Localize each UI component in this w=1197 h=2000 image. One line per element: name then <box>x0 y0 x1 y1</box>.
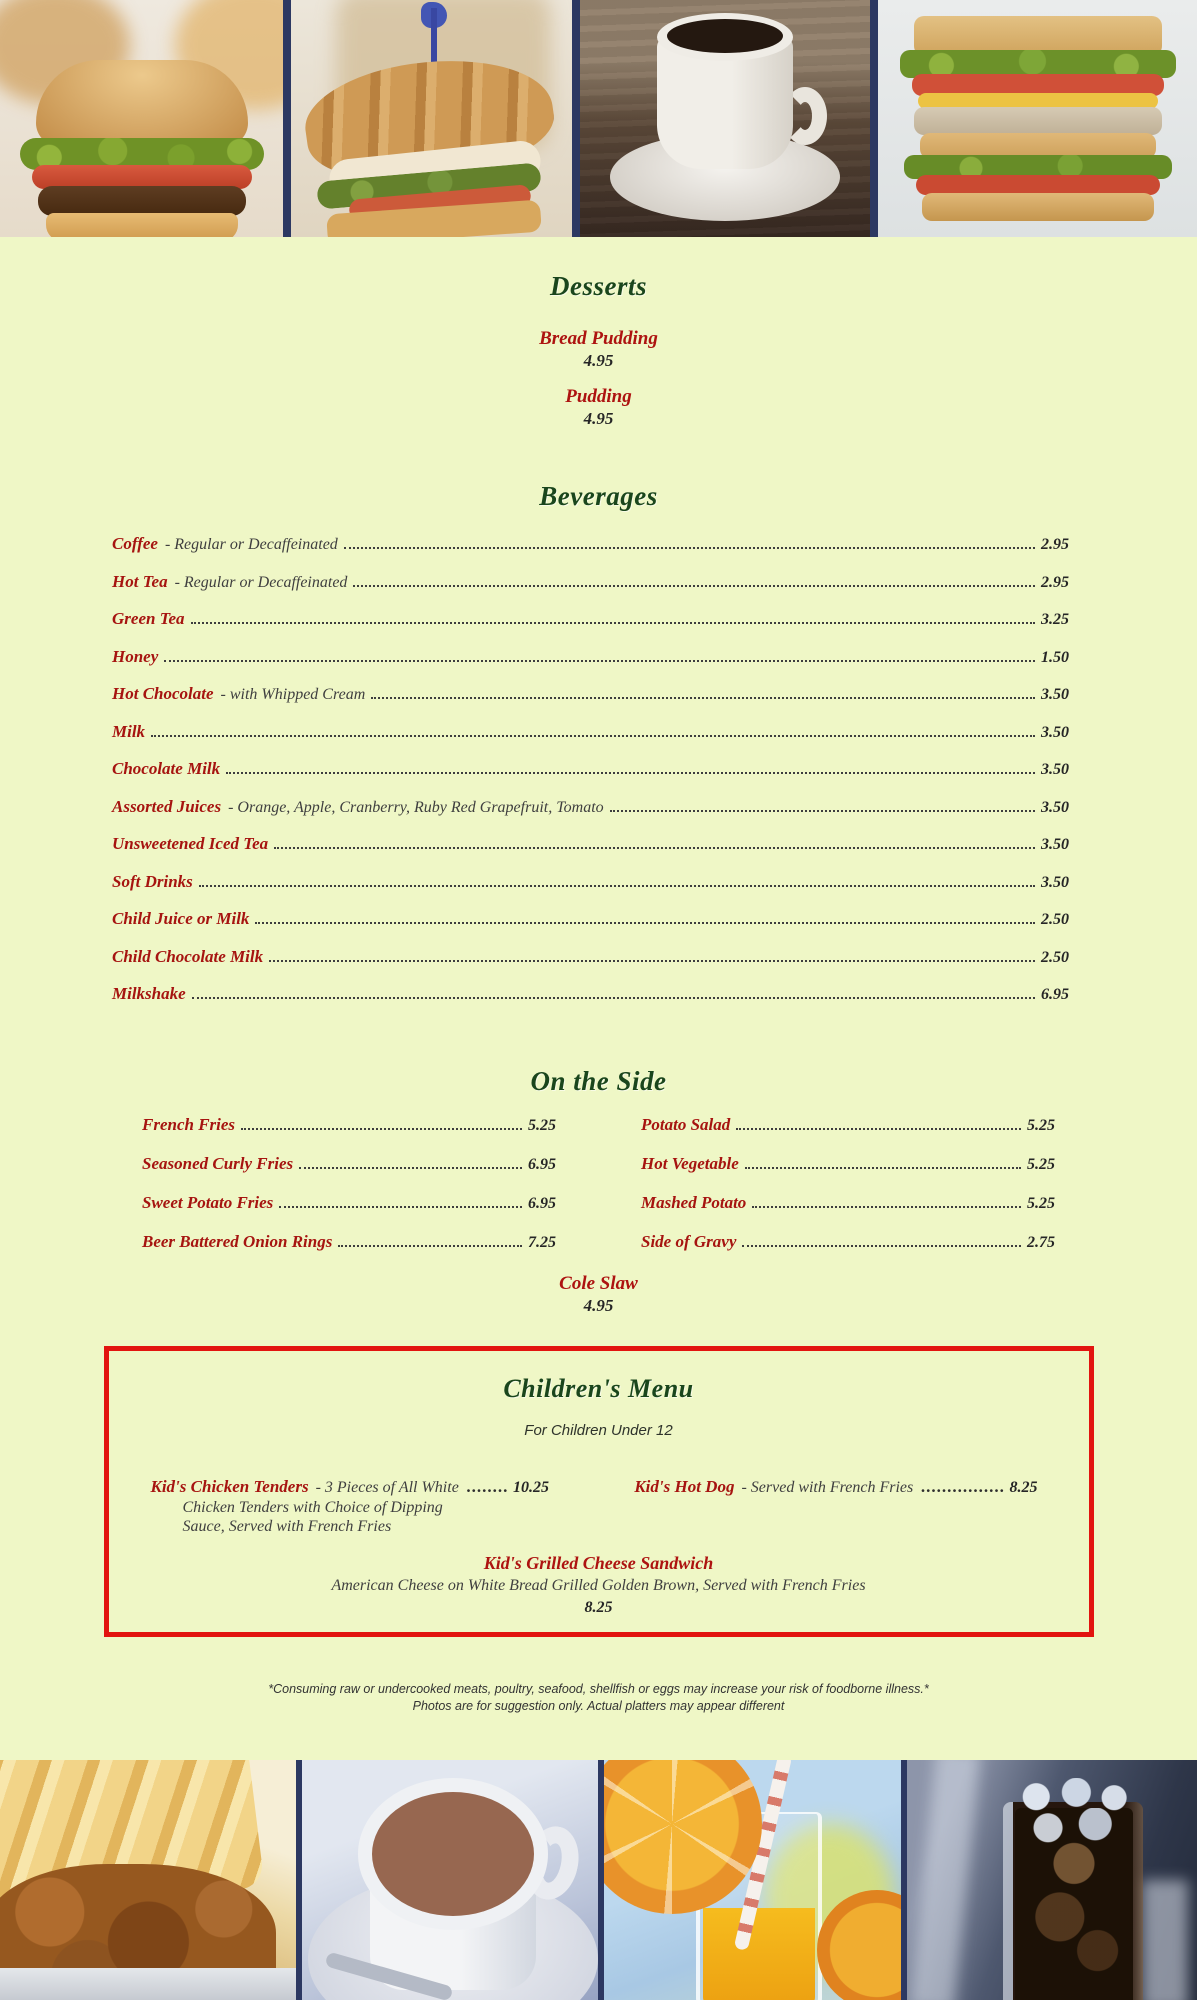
dotted-leader: ................ <box>921 1476 1006 1496</box>
dotted-leader <box>241 1128 522 1130</box>
dotted-leader <box>151 735 1035 737</box>
hot-chocolate-photo <box>302 1760 598 2000</box>
item-name: Seasoned Curly Fries <box>142 1153 294 1173</box>
item-price: 8.25 <box>1009 1478 1038 1496</box>
on-the-side-heading: On the Side <box>530 1065 667 1096</box>
dessert-item <box>0 386 1197 429</box>
cola-with-ice-photo <box>907 1760 1197 2000</box>
top-photo-strip <box>0 0 1197 237</box>
bottom-photo-strip <box>0 1760 1197 2000</box>
dotted-leader <box>199 885 1035 887</box>
desserts-heading: Desserts <box>550 271 647 301</box>
childrens-menu-heading: Children's Menu <box>503 1373 694 1403</box>
item-price: 6.95 <box>528 1155 556 1173</box>
item-price: 4.95 <box>583 1295 614 1315</box>
item-price: 2.75 <box>1027 1233 1055 1251</box>
dotted-leader <box>742 1245 1021 1247</box>
childrens-menu-subtitle: For Children Under 12 <box>524 1421 673 1439</box>
item-price: 2.50 <box>1041 948 1069 966</box>
item-price: 6.95 <box>528 1194 556 1212</box>
menu-item-row <box>641 1232 1055 1271</box>
item-name: Chocolate Milk <box>112 759 221 778</box>
item-name: Milkshake <box>112 984 186 1003</box>
menu-item-row <box>112 759 1069 797</box>
cole-slaw-item <box>0 1273 1197 1316</box>
menu-item-row <box>112 947 1069 985</box>
item-name: Bread Pudding <box>539 328 658 349</box>
kids-chicken-tenders-item <box>151 1477 635 1537</box>
dotted-leader <box>191 622 1035 624</box>
dotted-leader <box>269 960 1035 962</box>
dotted-leader <box>371 697 1035 699</box>
menu-item-row <box>112 684 1069 722</box>
item-price: 3.25 <box>1041 611 1069 628</box>
item-price: 4.95 <box>583 409 614 428</box>
croissant-sandwich-photo <box>291 0 572 237</box>
item-name: French Fries <box>142 1114 236 1134</box>
menu-item-row <box>641 1193 1055 1232</box>
menu-item-row <box>112 647 1069 685</box>
dotted-leader <box>344 547 1035 549</box>
item-price: 5.25 <box>1027 1116 1055 1134</box>
item-name: Soft Drinks <box>112 871 193 891</box>
kids-grilled-cheese-item <box>109 1553 1089 1618</box>
item-description: - Orange, Apple, Cranberry, Ruby Red Grapefruit, Tomato <box>228 798 604 816</box>
item-name: Beer Battered Onion Rings <box>142 1231 333 1251</box>
photo-separator <box>283 0 291 237</box>
burger-photo <box>0 0 283 237</box>
disclaimer-text <box>0 1681 1197 1715</box>
dotted-leader <box>164 660 1035 662</box>
menu-item-row <box>641 1115 1055 1154</box>
photo-separator <box>870 0 878 237</box>
dotted-leader <box>745 1167 1021 1169</box>
club-sandwich-photo <box>878 0 1197 237</box>
dessert-item <box>0 328 1197 371</box>
item-name: Kid's Chicken Tenders <box>150 1476 309 1496</box>
coffee-cup-photo <box>580 0 870 237</box>
photo-separator <box>572 0 580 237</box>
menu-item-row <box>142 1154 556 1193</box>
menu-item-row <box>112 909 1069 947</box>
menu-item-row <box>112 872 1069 910</box>
item-price: 6.95 <box>1041 986 1069 1003</box>
item-price: 3.50 <box>1041 723 1069 741</box>
item-price: 3.50 <box>1041 761 1069 778</box>
item-name: Hot Chocolate <box>112 684 214 703</box>
item-price: 5.25 <box>528 1116 556 1134</box>
item-name: Mashed Potato <box>641 1192 747 1212</box>
item-description: - 3 Pieces of All White <box>315 1478 459 1496</box>
menu-item-row <box>142 1232 556 1271</box>
item-price: 3.50 <box>1041 798 1069 816</box>
dotted-leader <box>736 1128 1021 1130</box>
menu-item-row <box>112 797 1069 835</box>
menu-item-row <box>112 534 1069 572</box>
beverages-heading: Beverages <box>539 481 658 511</box>
dotted-leader <box>299 1167 522 1169</box>
beverages-list <box>112 534 1069 1022</box>
item-price: 2.95 <box>1041 573 1069 591</box>
item-price: 3.50 <box>1041 836 1069 853</box>
dotted-leader <box>752 1206 1021 1208</box>
on-the-side-grid <box>142 1115 1055 1271</box>
childrens-menu-items-row <box>109 1477 1089 1537</box>
item-detail: Sauce, Served with French Fries <box>182 1518 392 1535</box>
item-price: 8.25 <box>584 1598 613 1616</box>
disclaimer-line-1: *Consuming raw or undercooked meats, poultry, seafood, shellfish or eggs may increase your risk of foodborne illness.* <box>268 1681 929 1696</box>
fried-chicken-and-fries-photo <box>0 1760 296 2000</box>
dotted-leader <box>274 847 1035 849</box>
dotted-leader <box>279 1206 522 1208</box>
item-price: 3.50 <box>1041 873 1069 891</box>
item-description: - Regular or Decaffeinated <box>174 573 348 591</box>
item-name: Hot Tea <box>112 571 168 591</box>
item-name: Milk <box>112 721 146 741</box>
item-price: 3.50 <box>1041 686 1069 703</box>
dotted-leader: ........ <box>467 1476 510 1496</box>
dotted-leader <box>192 997 1035 999</box>
item-name: Kid's Hot Dog <box>634 1476 735 1496</box>
burger-illustration <box>36 60 248 237</box>
item-price: 2.95 <box>1041 536 1069 553</box>
disclaimer-line-2: Photos are for suggestion only. Actual platters may appear different <box>412 1698 785 1713</box>
item-price: 4.95 <box>583 351 614 370</box>
item-detail: Chicken Tenders with Choice of Dipping <box>182 1498 443 1516</box>
menu-item-row <box>112 834 1069 872</box>
item-name: Child Juice or Milk <box>112 909 250 928</box>
item-name: Pudding <box>565 386 632 407</box>
kids-hot-dog-item <box>634 1477 1046 1537</box>
item-name: Green Tea <box>112 609 185 628</box>
dotted-leader <box>338 1245 522 1247</box>
item-name: Cole Slaw <box>559 1272 638 1294</box>
item-description: American Cheese on White Bread Grilled Golden Brown, Served with French Fries <box>331 1576 866 1594</box>
item-price: 7.25 <box>528 1233 556 1251</box>
dotted-leader <box>353 585 1035 587</box>
dotted-leader <box>255 922 1035 924</box>
orange-juice-photo <box>604 1760 901 2000</box>
dotted-leader <box>226 772 1035 774</box>
item-description: - with Whipped Cream <box>220 686 366 703</box>
item-name: Unsweetened Iced Tea <box>112 834 269 853</box>
menu-item-row <box>112 722 1069 760</box>
item-price: 2.50 <box>1041 911 1069 928</box>
item-price: 1.50 <box>1041 648 1069 666</box>
menu-item-row <box>142 1115 556 1154</box>
item-name: Coffee <box>112 534 158 553</box>
menu-item-row <box>112 609 1069 647</box>
dotted-leader <box>610 810 1035 812</box>
menu-item-row <box>142 1193 556 1232</box>
menu-item-row <box>112 984 1069 1022</box>
item-name: Honey <box>112 646 159 666</box>
item-price: 10.25 <box>513 1478 550 1496</box>
item-name: Side of Gravy <box>641 1231 737 1251</box>
item-name: Potato Salad <box>641 1114 731 1134</box>
menu-item-row <box>641 1154 1055 1193</box>
item-name: Hot Vegetable <box>641 1153 739 1173</box>
item-name: Kid's Grilled Cheese Sandwich <box>483 1552 714 1573</box>
item-name: Child Chocolate Milk <box>112 946 264 966</box>
item-price: 5.25 <box>1027 1155 1055 1173</box>
item-description: - Regular or Decaffeinated <box>164 536 338 553</box>
item-description: - Served with French Fries <box>741 1478 914 1496</box>
item-price: 5.25 <box>1027 1194 1055 1212</box>
item-name: Sweet Potato Fries <box>142 1192 274 1212</box>
item-name: Assorted Juices <box>112 796 222 816</box>
childrens-menu-box <box>104 1346 1094 1637</box>
menu-item-row <box>112 572 1069 610</box>
